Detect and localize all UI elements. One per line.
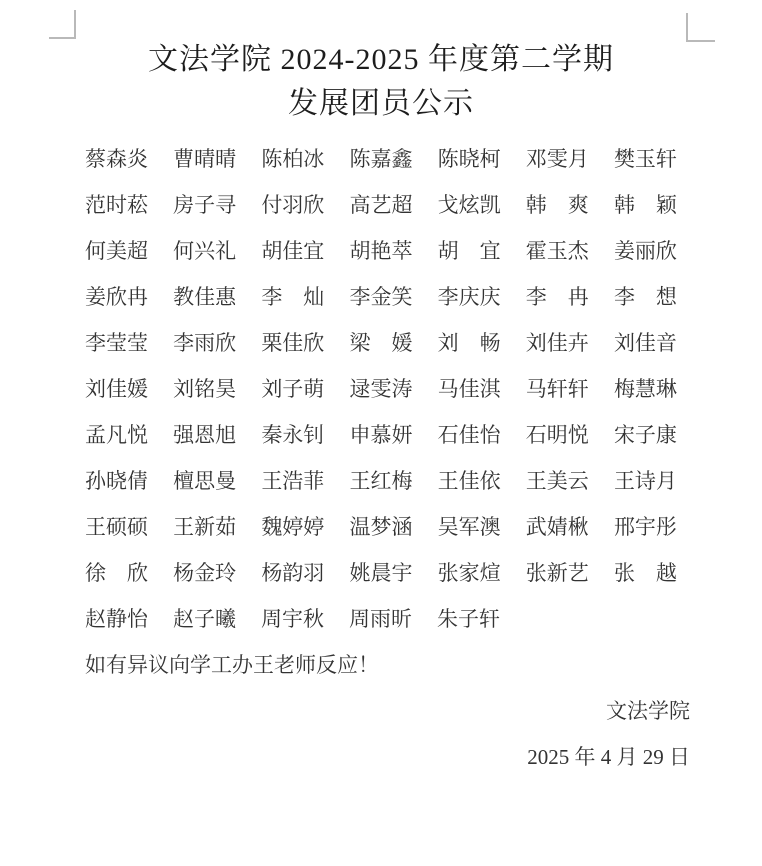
person-name: 王佳依 bbox=[437, 469, 501, 493]
person-name: 王美云 bbox=[525, 469, 589, 493]
person-name: 陈柏冰 bbox=[261, 147, 325, 171]
person-name: 梅慧琳 bbox=[613, 377, 677, 401]
person-name: 秦永钊 bbox=[261, 423, 325, 447]
signature-block bbox=[0, 687, 690, 779]
person-name: 胡佳宜 bbox=[261, 239, 325, 263]
person-name: 强恩旭 bbox=[173, 423, 237, 447]
person-name: 刘 畅 bbox=[437, 331, 501, 355]
person-name: 杨韵羽 bbox=[261, 561, 325, 585]
person-name: 武婧楸 bbox=[525, 515, 589, 539]
person-name: 刘铭昊 bbox=[173, 377, 237, 401]
person-name: 房子寻 bbox=[173, 193, 237, 217]
name-row bbox=[85, 595, 677, 641]
document-title bbox=[0, 0, 762, 126]
name-row bbox=[85, 319, 677, 365]
person-name: 梁 媛 bbox=[349, 331, 413, 355]
person-name: 李 灿 bbox=[261, 285, 325, 309]
person-name: 教佳惠 bbox=[173, 285, 237, 309]
closing-note: 如有异议向学工办王老师反应！ bbox=[85, 653, 379, 677]
person-name: 李 冉 bbox=[525, 285, 589, 309]
person-name: 王新茹 bbox=[173, 515, 237, 539]
person-name: 王硕硕 bbox=[85, 515, 148, 539]
person-name: 韩 爽 bbox=[525, 193, 589, 217]
name-row bbox=[85, 273, 677, 319]
person-name: 张家煊 bbox=[437, 561, 501, 585]
person-name: 赵子曦 bbox=[173, 607, 236, 631]
name-list bbox=[85, 135, 677, 641]
person-name: 李庆庆 bbox=[437, 285, 501, 309]
name-row bbox=[85, 457, 677, 503]
signature-date: 2025 年 4 月 29 日 bbox=[527, 745, 690, 769]
person-name: 李莹莹 bbox=[85, 331, 148, 355]
person-name: 栗佳欣 bbox=[261, 331, 325, 355]
name-row bbox=[85, 135, 677, 181]
person-name: 马佳淇 bbox=[437, 377, 501, 401]
person-name: 何美超 bbox=[85, 239, 148, 263]
person-name: 杨金玲 bbox=[173, 561, 237, 585]
person-name: 孙晓倩 bbox=[85, 469, 148, 493]
name-row bbox=[85, 365, 677, 411]
person-name: 何兴礼 bbox=[173, 239, 237, 263]
person-name: 孟凡悦 bbox=[85, 423, 148, 447]
title-line-2: 发展团员公示 bbox=[288, 87, 474, 120]
person-name: 范时菘 bbox=[85, 193, 148, 217]
person-name: 胡艳萃 bbox=[349, 239, 413, 263]
person-name: 邓雯月 bbox=[525, 147, 589, 171]
person-name: 申慕妍 bbox=[349, 423, 413, 447]
person-name: 胡 宜 bbox=[437, 239, 501, 263]
person-name: 戈炫凯 bbox=[437, 193, 501, 217]
person-name: 徐 欣 bbox=[85, 561, 148, 585]
person-name: 刘佳音 bbox=[613, 331, 677, 355]
person-name: 霍玉杰 bbox=[525, 239, 589, 263]
person-name: 石佳怡 bbox=[437, 423, 501, 447]
person-name: 邢宇彤 bbox=[613, 515, 677, 539]
name-row bbox=[85, 181, 677, 227]
person-name: 周宇秋 bbox=[261, 607, 324, 631]
person-name: 姜欣冉 bbox=[85, 285, 148, 309]
name-row bbox=[85, 503, 677, 549]
name-row bbox=[85, 549, 677, 595]
person-name: 檀思曼 bbox=[173, 469, 237, 493]
person-name: 王诗月 bbox=[613, 469, 677, 493]
person-name: 樊玉轩 bbox=[613, 147, 677, 171]
name-row bbox=[85, 227, 677, 273]
person-name: 吴军澳 bbox=[437, 515, 501, 539]
signature-org: 文法学院 bbox=[606, 699, 690, 723]
person-name: 李 想 bbox=[613, 285, 677, 309]
person-name: 陈晓柯 bbox=[437, 147, 501, 171]
person-name: 张 越 bbox=[613, 561, 677, 585]
person-name: 朱子轩 bbox=[437, 607, 500, 631]
person-name: 曹晴晴 bbox=[173, 147, 237, 171]
name-row bbox=[85, 411, 677, 457]
person-name: 温梦涵 bbox=[349, 515, 413, 539]
person-name: 逯雯涛 bbox=[349, 377, 413, 401]
person-name: 刘子萌 bbox=[261, 377, 325, 401]
person-name: 刘佳卉 bbox=[525, 331, 589, 355]
person-name: 王红梅 bbox=[349, 469, 413, 493]
person-name: 刘佳媛 bbox=[85, 377, 148, 401]
person-name: 石明悦 bbox=[525, 423, 589, 447]
person-name: 王浩菲 bbox=[261, 469, 325, 493]
person-name: 魏婷婷 bbox=[261, 515, 325, 539]
person-name: 蔡森炎 bbox=[85, 147, 148, 171]
person-name: 李金笑 bbox=[349, 285, 413, 309]
person-name: 宋子康 bbox=[613, 423, 677, 447]
person-name: 韩 颖 bbox=[613, 193, 677, 217]
text-boundary-mark-top-left bbox=[49, 10, 76, 39]
person-name: 马轩轩 bbox=[525, 377, 589, 401]
text-boundary-mark-top-right bbox=[686, 13, 715, 42]
person-name: 姜丽欣 bbox=[613, 239, 677, 263]
person-name: 李雨欣 bbox=[173, 331, 237, 355]
person-name: 周雨昕 bbox=[349, 607, 412, 631]
person-name: 付羽欣 bbox=[261, 193, 325, 217]
person-name: 高艺超 bbox=[349, 193, 413, 217]
title-line-1: 文法学院 2024-2025 年度第二学期 bbox=[148, 43, 614, 76]
person-name: 张新艺 bbox=[525, 561, 589, 585]
person-name: 姚晨宇 bbox=[349, 561, 413, 585]
person-name: 赵静怡 bbox=[85, 607, 148, 631]
person-name: 陈嘉鑫 bbox=[349, 147, 413, 171]
